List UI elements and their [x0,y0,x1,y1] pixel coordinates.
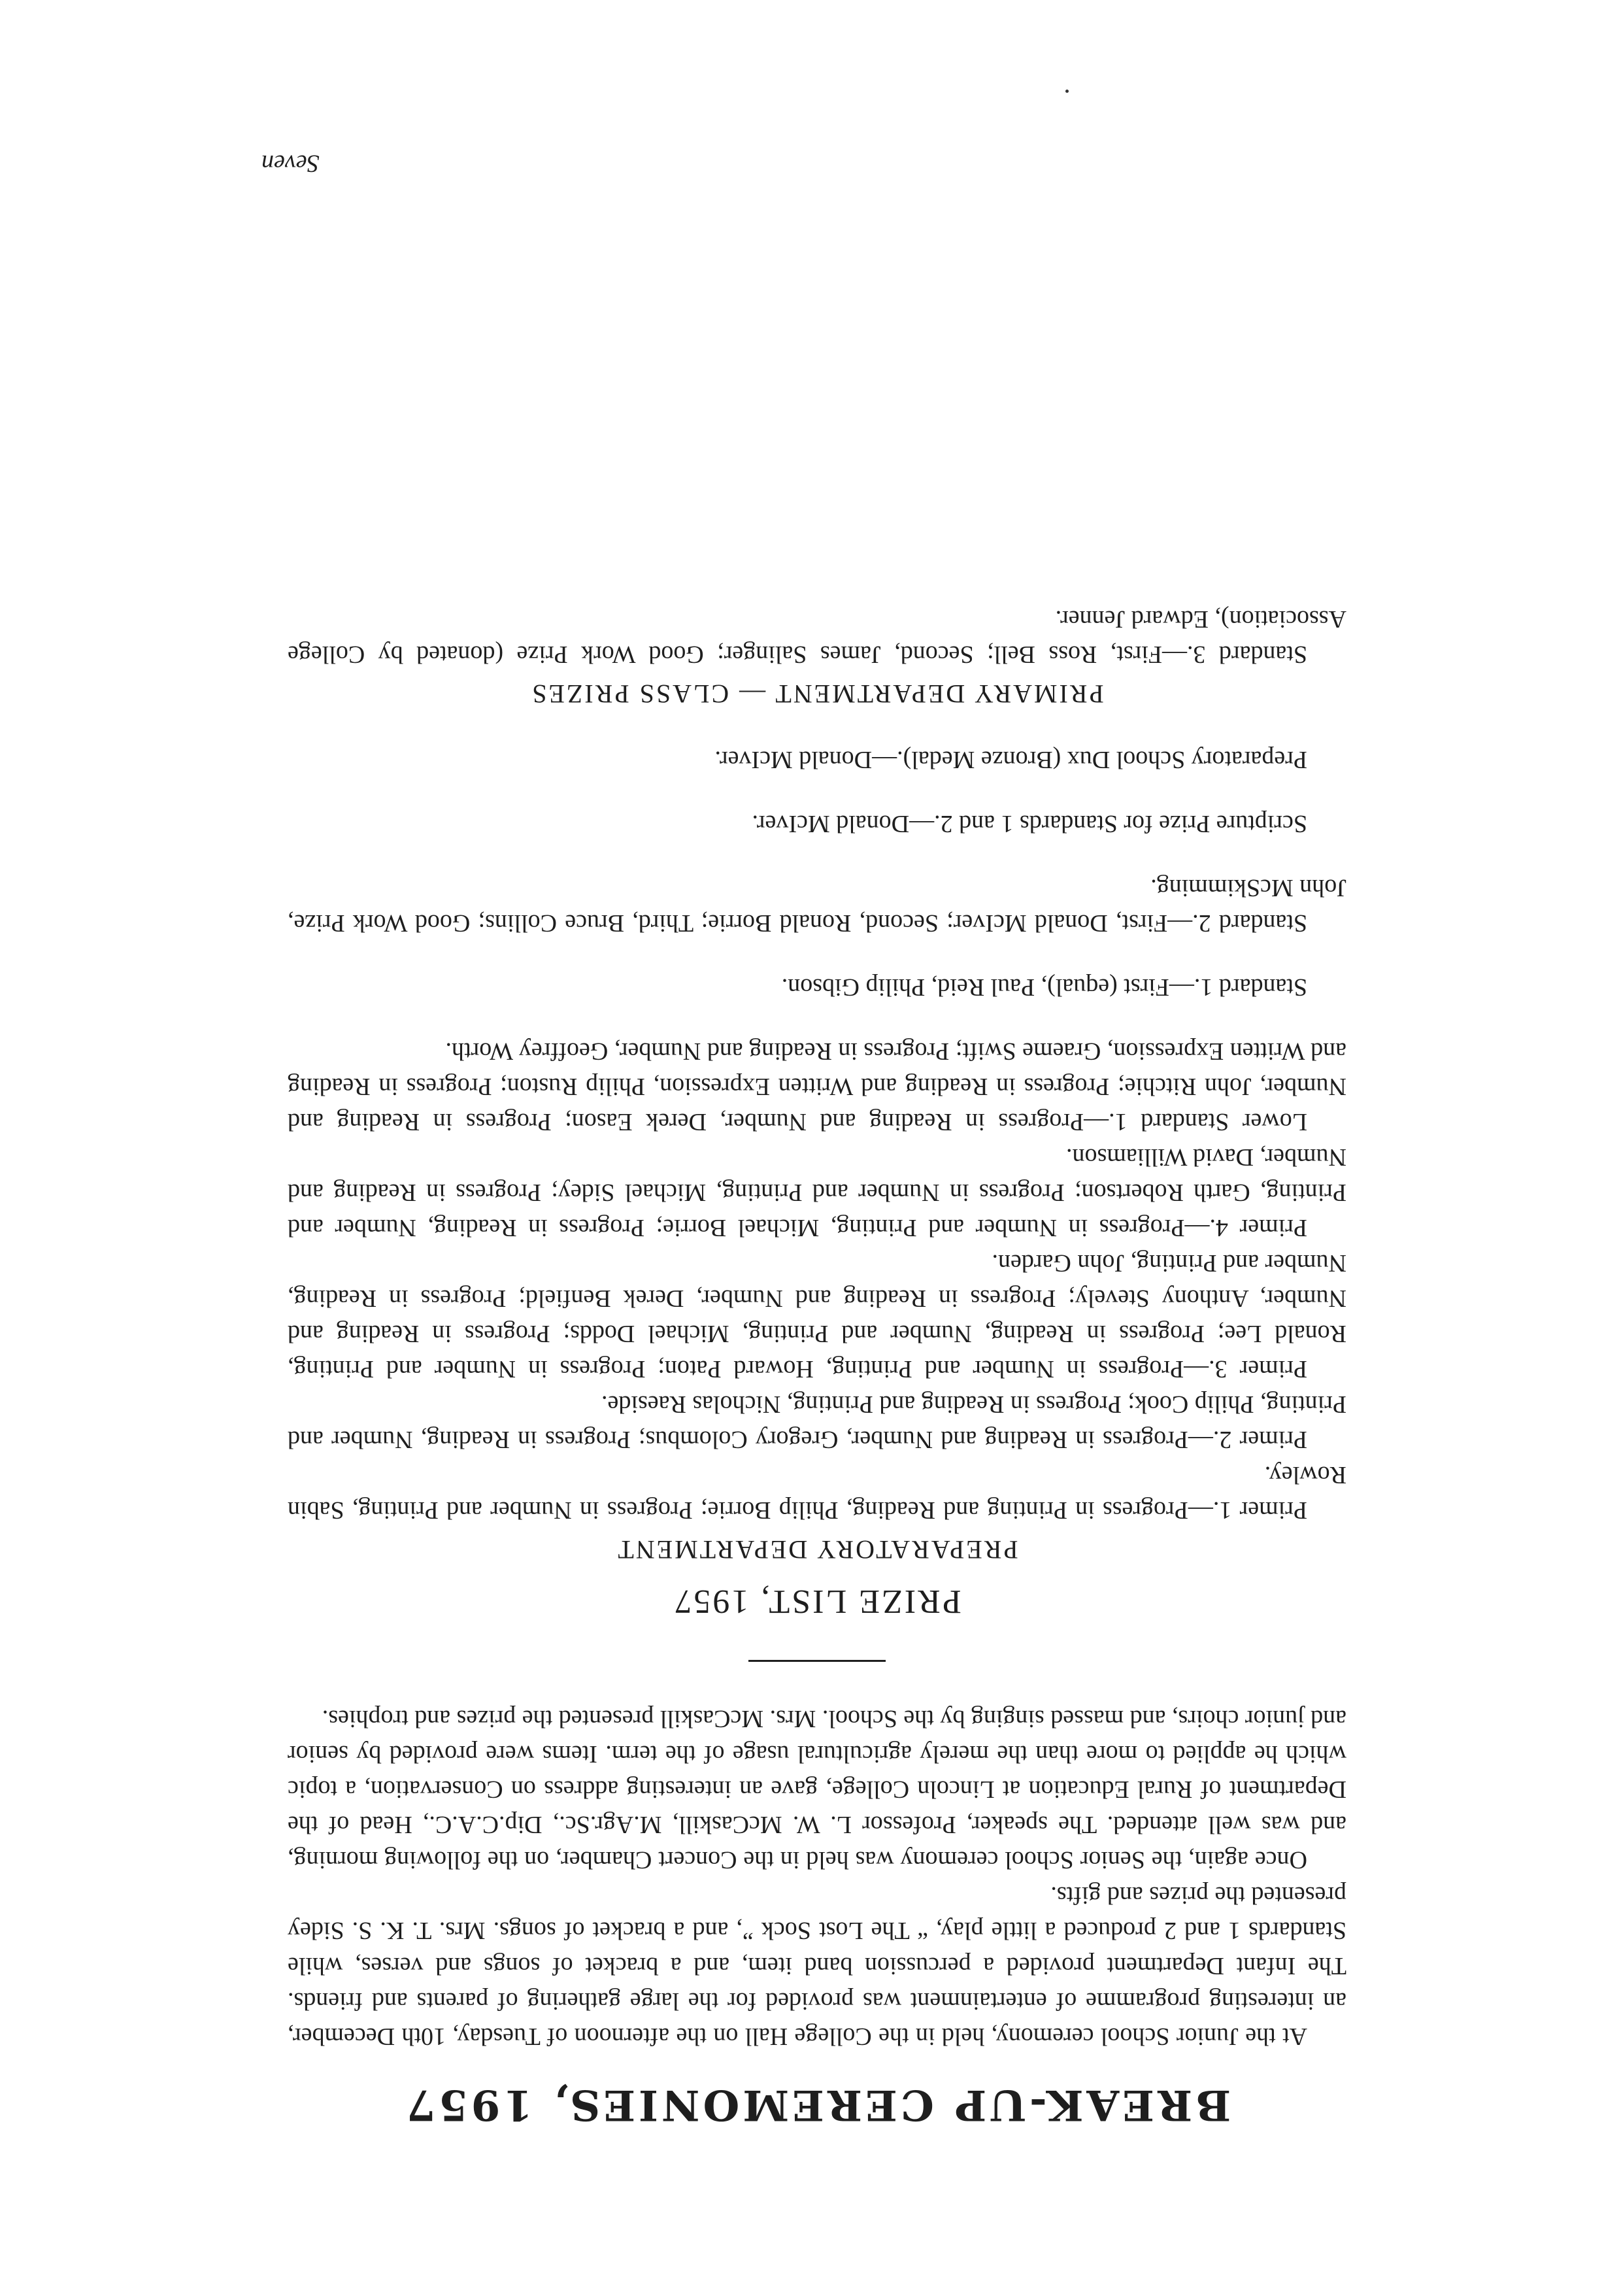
primary-department-heading: PRIMARY DEPARTMENT — CLASS PRIZES [530,679,1104,709]
prize-entry-primer-2: Primer 2.—Progress in Reading and Number, Gregory Colombus; Progress in Reading, Number and Printing, Philip Cook; Progress in Reading and Printing, Nicholas Raeside. [288,1391,1346,1453]
section-divider [748,1660,886,1662]
prize-entry-standard-2: Standard 2.—First, Donald McIver; Second, Ronald Borrie; Third, Bruce Collins; Good Work Prize, John McSkimming. [288,874,1346,937]
paragraph-junior-ceremony: At the Junior School ceremony, held in the College Hall on the afternoon of Tuesday, 10th December, an interesting programme of entertainment was provided for the large gathering of parents and friends. The Infant Department provided a percussion band item, and a bracket of songs and verses, while Standards 1 and 2 produced a little play, “ The Lost Sock ”, and a bracket of songs. Mrs. T. K. S. Sidey presented the prizes and gifts. [288,1882,1346,2050]
preparatory-department-heading: PREPARATORY DEPARTMENT [616,1535,1018,1564]
scan-speck [1065,90,1069,93]
prize-entry-lower-standard-1: Lower Standard 1.—Progress in Reading and Number, Derek Eason; Progress in Reading and Number, John Ritchie; Progress in Reading and Written Expression, Philip Ruston; Progress in Reading and Written Expression, Graeme Swift; Progress in Reading and Number, Geoffrey Worth. [288,1038,1346,1136]
prize-entry-primer-3: Primer 3.—Progress in Number and Printing, Howard Paton; Progress in Number and Printing, Ronald Lee; Progress in Reading, Number and Printing, Michael Dodds; Progress in Reading and Number, Anthony Stevely; Progress in Reading and Number, Derek Benfield; Progress in Reading, Number and Printing, John Garden. [288,1249,1346,1383]
prize-entry-primer-1: Primer 1.—Progress in Printing and Reading, Philip Borrie; Progress in Number and Printing, Sabin Rowley. [288,1461,1346,1524]
text-column [288,601,1346,2129]
page-number: Seven [261,150,320,177]
prize-entry-scripture: Scripture Prize for Standards 1 and 2.—Donald McIver. [752,810,1307,837]
prize-entry-primer-4: Primer 4.—Progress in Number and Printing, Michael Borrie; Progress in Reading, Number and Printing, Garth Robertson; Progress in Number and Printing, Michael Sidey; Progress in Reading and Number, David Williamson. [288,1143,1346,1241]
prize-entry-standard-3: Standard 3.—First, Ross Bell; Second, James Salinger; Good Work Prize (donated by College Association), Edward Jenner. [288,605,1346,668]
prize-entry-standard-1: Standard 1.—First (equal), Paul Reid, Philip Gibson. [781,973,1307,1001]
prize-list-heading: PRIZE LIST, 1957 [673,1583,961,1620]
article-title: BREAK-UP CEREMONIES, 1957 [403,2080,1231,2129]
prize-entry-dux: Preparatory School Dux (Bronze Medal).—Donald McIver. [714,746,1307,773]
paragraph-senior-ceremony: Once again, the Senior School ceremony was held in the Concert Chamber, on the following morning, and was well attended. The speaker, Professor L. W. McCaskill, M.Agr.Sc., Dip.C.A.C., Head of the Department of Rural Education at Lincoln College, gave an interesting address on Conservation, a topic which he applied to more than the merely agricultural usage of the term. Items were provided by senior and junior choirs, and massed singing by the School. Mrs. McCaskill presented the prizes and trophies. [288,1705,1346,1874]
